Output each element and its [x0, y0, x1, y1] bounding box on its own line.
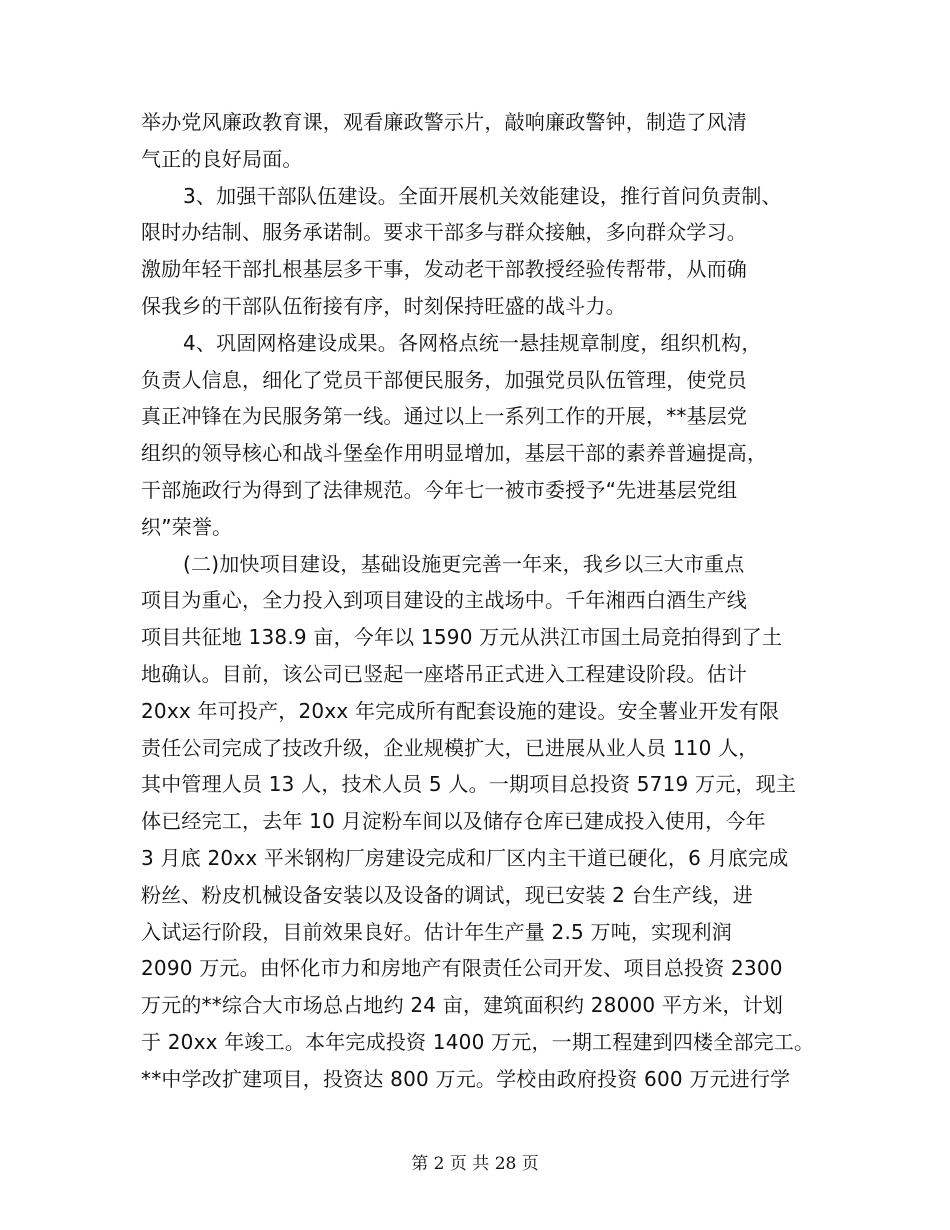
text-line-22: 粉丝、粉皮机械设备安装以及设备的调试，现已安装 2 台生产线，进 — [141, 882, 753, 907]
text-line-8: 负责人信息，细化了党员干部便民服务，加强党员队伍管理，使党员 — [141, 367, 747, 392]
text-line-25: 万元的**综合大市场总占地约 24 亩，建筑面积约 28000 平方米，计划 — [141, 993, 784, 1018]
text-line-13: (二)加快项目建设，基础设施更完善一年来，我乡以三大市重点 — [183, 551, 745, 576]
text-line-18: 责任公司完成了技改升级，企业规模扩大，已进展从业人员 110 人， — [141, 735, 759, 760]
text-line-21: 3 月底 20xx 平米钢构厂房建设完成和厂区内主干道已硬化，6 月底完成 — [141, 845, 789, 870]
text-line-10: 组织的领导核心和战斗堡垒作用明显增加，基层干部的素养普遍提高， — [141, 441, 768, 466]
text-line-14: 项目为重心，全力投入到项目建设的主战场中。千年湘西白酒生产线 — [141, 588, 747, 613]
text-line-17: 20xx 年可投产，20xx 年完成所有配套设施的建设。安全薯业开发有限 — [141, 698, 780, 723]
text-line-7: 4、巩固网格建设成果。各网格点统一悬挂规章制度，组织机构， — [183, 330, 762, 355]
text-line-1: 举办党风廉政教育课，观看廉政警示片，敲响廉政警钟，制造了风清 — [141, 110, 747, 134]
text-line-16: 地确认。目前，该公司已竖起一座塔吊正式进入工程建设阶段。估计 — [141, 661, 747, 686]
text-line-20: 体已经完工，去年 10 月淀粉车间以及储存仓库已建成投入使用，今年 — [141, 809, 766, 834]
text-line-11: 干部施政行为得到了法律规范。今年七一被市委授予“先进基层党组 — [141, 477, 738, 502]
text-line-12: 织”荣誉。 — [141, 514, 233, 539]
text-line-4: 限时办结制、服务承诺制。要求干部多与群众接触，多向群众学习。 — [141, 220, 747, 245]
body-text — [141, 104, 831, 1098]
text-line-15: 项目共征地 138.9 亩，今年以 1590 万元从洪江市国土局竞拍得到了土 — [141, 625, 783, 650]
text-line-26: 于 20xx 年竣工。本年完成投资 1400 万元，一期工程建到四楼全部完工。 — [141, 1029, 815, 1054]
page-footer: 第 2 页 共 28 页 — [411, 1154, 539, 1174]
text-line-5: 激励年轻干部扎根基层多干事，发动老干部教授经验传帮带，从而确 — [141, 257, 747, 282]
text-line-9: 真正冲锋在为民服务第一线。通过以上一系列工作的开展，**基层党 — [141, 404, 748, 429]
text-line-27: **中学改扩建项目，投资达 800 万元。学校由政府投资 600 万元进行学 — [141, 1066, 791, 1091]
text-line-3: 3、加强干部队伍建设。全面开展机关效能建设，推行首问负责制、 — [183, 183, 782, 208]
text-line-24: 2090 万元。由怀化市力和房地产有限责任公司开发、项目总投资 2300 — [141, 956, 783, 981]
text-line-19: 其中管理人员 13 人，技术人员 5 人。一期项目总投资 5719 万元，现主 — [141, 772, 797, 797]
text-line-6: 保我乡的干部队伍衔接有序，时刻保持旺盛的战斗力。 — [141, 293, 626, 318]
text-line-23: 入试运行阶段，目前效果良好。估计年生产量 2.5 万吨，实现利润 — [141, 919, 732, 944]
text-line-2: 气正的良好局面。 — [141, 146, 303, 171]
